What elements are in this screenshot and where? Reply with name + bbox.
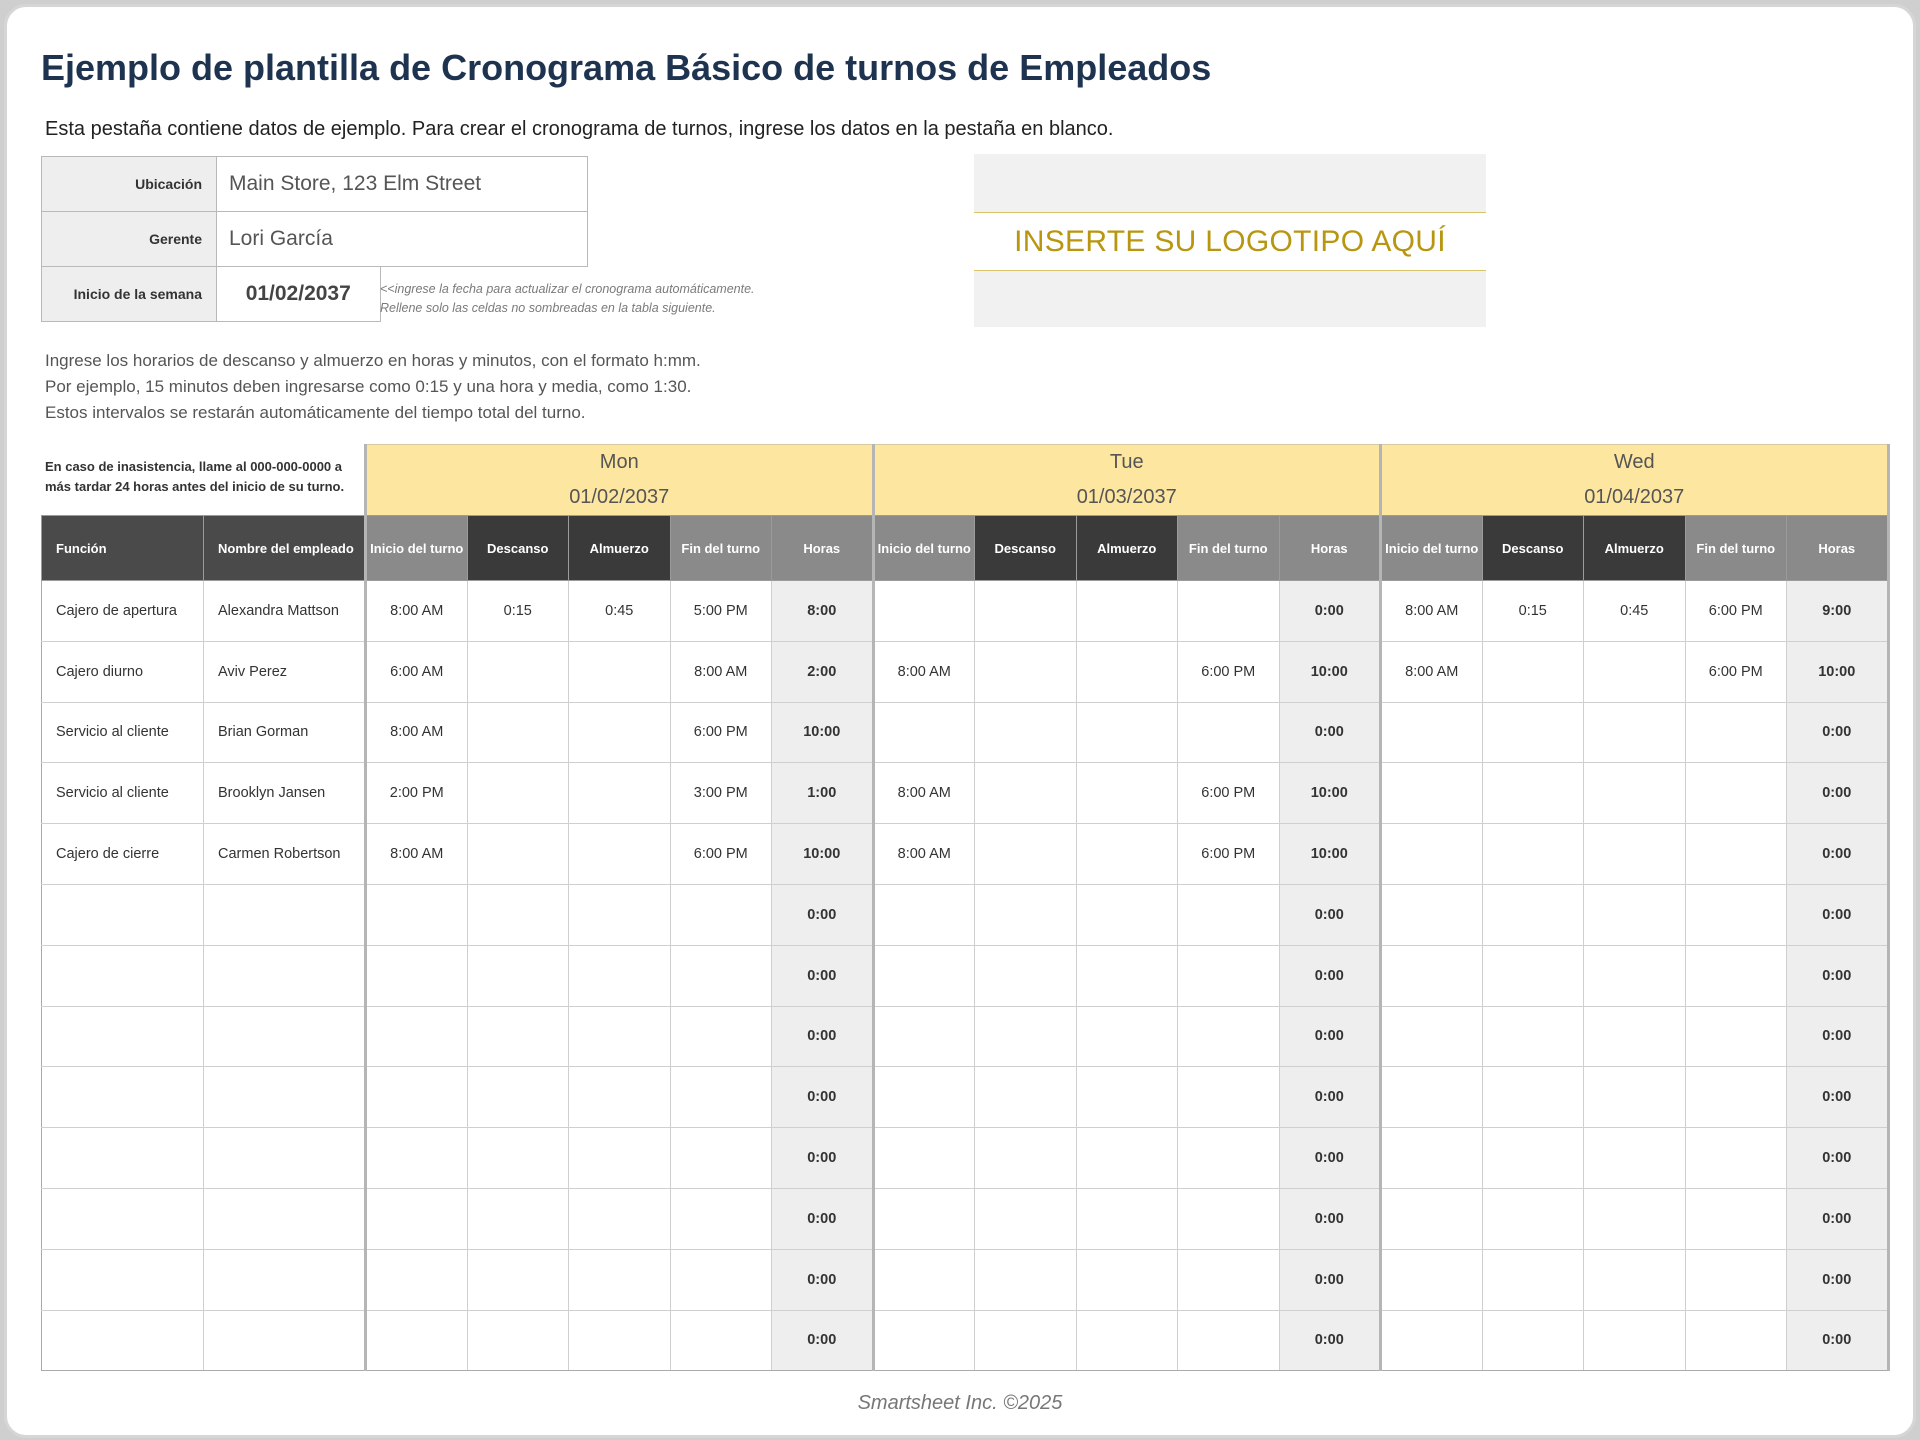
spreadsheet-page <box>4 4 1916 1438</box>
start-cell[interactable] <box>1381 884 1483 945</box>
end-cell[interactable] <box>1178 1067 1280 1128</box>
employee-cell[interactable] <box>204 1006 366 1067</box>
end-cell[interactable] <box>1685 1006 1787 1067</box>
lunch-cell[interactable] <box>569 1188 671 1249</box>
callout-line: En caso de inasistencia, llame al 000-000-0000 a <box>45 459 343 474</box>
hours-cell: 0:00 <box>1279 945 1381 1006</box>
start-cell[interactable] <box>873 581 975 642</box>
manager-input[interactable]: Lori García <box>217 212 588 267</box>
start-cell[interactable]: 2:00 PM <box>366 763 468 824</box>
instruction-line: Estos intervalos se restarán automáticamente del tiempo total del turno. <box>45 403 586 422</box>
break-cell[interactable] <box>1482 945 1584 1006</box>
start-cell[interactable]: 8:00 AM <box>873 824 975 885</box>
hours-cell: 0:00 <box>772 945 874 1006</box>
lunch-cell[interactable]: 0:45 <box>1584 581 1686 642</box>
employee-cell[interactable] <box>204 884 366 945</box>
lunch-cell[interactable] <box>1584 702 1686 763</box>
end-cell[interactable] <box>1685 945 1787 1006</box>
end-cell[interactable] <box>670 1310 772 1371</box>
break-cell[interactable] <box>1482 884 1584 945</box>
end-cell[interactable] <box>1685 1188 1787 1249</box>
break-cell[interactable] <box>1482 824 1584 885</box>
break-cell[interactable] <box>467 1310 569 1371</box>
lunch-cell[interactable] <box>1076 1128 1178 1189</box>
lunch-cell[interactable] <box>1584 1067 1686 1128</box>
function-cell[interactable] <box>42 1006 204 1067</box>
start-cell[interactable] <box>873 945 975 1006</box>
start-cell[interactable]: 8:00 AM <box>1381 641 1483 702</box>
day-name: Wed <box>1613 451 1655 473</box>
day-name: Mon <box>599 451 639 473</box>
end-cell[interactable]: 8:00 AM <box>670 641 772 702</box>
hours-cell: 2:00 <box>772 641 874 702</box>
break-cell[interactable] <box>975 1006 1077 1067</box>
function-cell[interactable] <box>42 1067 204 1128</box>
break-cell[interactable] <box>467 1128 569 1189</box>
hours-cell: 0:00 <box>1279 1188 1381 1249</box>
end-cell[interactable] <box>670 945 772 1006</box>
hours-cell: 0:00 <box>772 1310 874 1371</box>
header-hours: Horas <box>772 516 874 581</box>
start-cell[interactable] <box>873 702 975 763</box>
break-cell[interactable] <box>975 641 1077 702</box>
break-cell[interactable] <box>1482 702 1584 763</box>
break-cell[interactable] <box>467 641 569 702</box>
hours-cell: 9:00 <box>1787 581 1889 642</box>
lunch-cell[interactable] <box>569 1067 671 1128</box>
lunch-cell[interactable] <box>1076 945 1178 1006</box>
start-cell[interactable] <box>1381 1006 1483 1067</box>
end-cell[interactable] <box>1685 824 1787 885</box>
function-cell[interactable] <box>42 1310 204 1371</box>
hours-cell: 0:00 <box>1787 945 1889 1006</box>
start-cell[interactable] <box>366 1006 468 1067</box>
break-cell[interactable] <box>467 763 569 824</box>
hours-cell: 0:00 <box>772 1188 874 1249</box>
day-date: 01/02/2037 <box>569 486 670 508</box>
start-cell[interactable] <box>366 1067 468 1128</box>
table-row <box>42 702 1889 763</box>
start-cell[interactable]: 8:00 AM <box>873 641 975 702</box>
hours-cell: 0:00 <box>772 1128 874 1189</box>
end-cell[interactable] <box>1178 1006 1280 1067</box>
table-row <box>42 945 1889 1006</box>
start-cell[interactable] <box>1381 1128 1483 1189</box>
break-cell[interactable] <box>467 824 569 885</box>
table-row <box>42 1067 1889 1128</box>
end-cell[interactable]: 6:00 PM <box>1685 641 1787 702</box>
employee-cell[interactable]: Brian Gorman <box>204 702 366 763</box>
start-cell[interactable] <box>873 1188 975 1249</box>
break-cell[interactable] <box>975 1188 1077 1249</box>
lunch-cell[interactable] <box>1584 884 1686 945</box>
header-hours: Horas <box>1279 516 1381 581</box>
header-start: Inicio del turno <box>1381 516 1483 581</box>
break-cell[interactable] <box>1482 1006 1584 1067</box>
start-cell[interactable] <box>366 1310 468 1371</box>
hours-cell: 0:00 <box>1787 1128 1889 1189</box>
break-cell[interactable] <box>467 1188 569 1249</box>
start-cell[interactable]: 8:00 AM <box>366 702 468 763</box>
header-end: Fin del turno <box>670 516 772 581</box>
function-cell[interactable] <box>42 945 204 1006</box>
lunch-cell[interactable] <box>1584 945 1686 1006</box>
employee-cell[interactable] <box>204 1128 366 1189</box>
start-cell[interactable]: 8:00 AM <box>366 581 468 642</box>
start-cell[interactable] <box>366 945 468 1006</box>
break-cell[interactable] <box>467 702 569 763</box>
lunch-cell[interactable] <box>1584 1128 1686 1189</box>
break-cell[interactable] <box>1482 641 1584 702</box>
lunch-cell[interactable] <box>1076 824 1178 885</box>
break-cell[interactable]: 0:15 <box>1482 581 1584 642</box>
employee-cell[interactable] <box>204 945 366 1006</box>
employee-cell[interactable] <box>204 1310 366 1371</box>
table-row <box>42 824 1889 885</box>
break-cell[interactable] <box>1482 1249 1584 1310</box>
start-cell[interactable] <box>1381 1188 1483 1249</box>
start-cell[interactable] <box>366 1128 468 1189</box>
start-cell[interactable]: 6:00 AM <box>366 641 468 702</box>
day-name: Tue <box>1109 451 1144 473</box>
break-cell[interactable] <box>975 702 1077 763</box>
start-cell[interactable]: 8:00 AM <box>366 824 468 885</box>
end-cell[interactable] <box>670 1249 772 1310</box>
header-break: Descanso <box>975 516 1077 581</box>
break-cell[interactable] <box>975 763 1077 824</box>
end-cell[interactable] <box>1685 1067 1787 1128</box>
end-cell[interactable] <box>670 1067 772 1128</box>
end-cell[interactable] <box>1178 884 1280 945</box>
hours-cell: 0:00 <box>1279 581 1381 642</box>
lunch-cell[interactable] <box>569 1310 671 1371</box>
break-cell[interactable] <box>975 824 1077 885</box>
break-cell[interactable] <box>467 1067 569 1128</box>
end-cell[interactable] <box>1178 945 1280 1006</box>
instructions <box>45 348 701 426</box>
start-cell[interactable] <box>366 884 468 945</box>
lunch-cell[interactable] <box>569 763 671 824</box>
hours-cell: 10:00 <box>1279 763 1381 824</box>
end-cell[interactable] <box>1178 1310 1280 1371</box>
hours-cell: 0:00 <box>1787 884 1889 945</box>
lunch-cell[interactable] <box>1584 641 1686 702</box>
end-cell[interactable]: 5:00 PM <box>670 581 772 642</box>
footer-copyright: Smartsheet Inc. ©2025 <box>857 1392 1063 1414</box>
table-row <box>42 1006 1889 1067</box>
header-employee: Nombre del empleado <box>204 516 366 581</box>
hours-cell: 0:00 <box>1279 1006 1381 1067</box>
lunch-cell[interactable] <box>569 641 671 702</box>
function-cell[interactable]: Cajero de apertura <box>42 581 204 642</box>
start-cell[interactable] <box>1381 702 1483 763</box>
hours-cell: 0:00 <box>1279 1128 1381 1189</box>
start-cell[interactable] <box>873 1249 975 1310</box>
header-hours: Horas <box>1787 516 1889 581</box>
hours-cell: 0:00 <box>1279 1067 1381 1128</box>
lunch-cell[interactable] <box>1584 1310 1686 1371</box>
hours-cell: 0:00 <box>1787 824 1889 885</box>
end-cell[interactable] <box>1685 1128 1787 1189</box>
header-start: Inicio del turno <box>873 516 975 581</box>
function-cell[interactable] <box>42 1128 204 1189</box>
end-cell[interactable] <box>1178 581 1280 642</box>
hours-cell: 0:00 <box>1787 1188 1889 1249</box>
start-cell[interactable] <box>366 1249 468 1310</box>
hours-cell: 0:00 <box>1787 1249 1889 1310</box>
logo-text: INSERTE SU LOGOTIPO AQUÍ <box>1014 224 1446 258</box>
lunch-cell[interactable] <box>569 945 671 1006</box>
instruction-line: Ingrese los horarios de descanso y almuerzo en horas y minutos, con el formato h:mm. <box>45 351 701 370</box>
hours-cell: 1:00 <box>772 763 874 824</box>
logo-band <box>974 212 1486 271</box>
page-subtitle: Esta pestaña contiene datos de ejemplo. Para crear el cronograma de turnos, ingrese los datos en la pestaña en blanco. <box>45 118 1114 140</box>
hours-cell: 10:00 <box>772 824 874 885</box>
start-cell[interactable] <box>873 1310 975 1371</box>
table-row <box>42 763 1889 824</box>
hours-cell: 10:00 <box>1279 824 1381 885</box>
callout-line: más tardar 24 horas antes del inicio de su turno. <box>45 479 345 494</box>
employee-cell[interactable]: Aviv Perez <box>204 641 366 702</box>
end-cell[interactable]: 6:00 PM <box>1178 824 1280 885</box>
function-cell[interactable] <box>42 1249 204 1310</box>
end-cell[interactable] <box>670 1006 772 1067</box>
start-cell[interactable] <box>873 1128 975 1189</box>
end-cell[interactable]: 3:00 PM <box>670 763 772 824</box>
day-header-mon <box>366 445 874 516</box>
start-cell[interactable]: 8:00 AM <box>873 763 975 824</box>
lunch-cell[interactable] <box>1076 641 1178 702</box>
table-row <box>42 884 1889 945</box>
location-label: Ubicación <box>42 157 217 212</box>
hours-cell: 0:00 <box>1279 1310 1381 1371</box>
note-line: Rellene solo las celdas no sombreadas en la tabla siguiente. <box>380 301 716 315</box>
start-cell[interactable] <box>1381 1310 1483 1371</box>
hours-cell: 0:00 <box>1787 1067 1889 1128</box>
start-cell[interactable]: 8:00 AM <box>1381 581 1483 642</box>
break-cell[interactable] <box>975 945 1077 1006</box>
lunch-cell[interactable] <box>1584 1006 1686 1067</box>
hours-cell: 0:00 <box>772 1249 874 1310</box>
function-cell[interactable]: Cajero diurno <box>42 641 204 702</box>
header-end: Fin del turno <box>1685 516 1787 581</box>
lunch-cell[interactable] <box>1076 1249 1178 1310</box>
lunch-cell[interactable] <box>569 1128 671 1189</box>
lunch-cell[interactable] <box>1076 581 1178 642</box>
header-lunch: Almuerzo <box>569 516 671 581</box>
break-cell[interactable] <box>975 1128 1077 1189</box>
manager-label: Gerente <box>42 212 217 267</box>
start-cell[interactable] <box>1381 1067 1483 1128</box>
header-break: Descanso <box>1482 516 1584 581</box>
lunch-cell[interactable] <box>1584 1249 1686 1310</box>
end-cell[interactable] <box>1685 1249 1787 1310</box>
table-row <box>42 581 1889 642</box>
lunch-cell[interactable] <box>1076 702 1178 763</box>
lunch-cell[interactable] <box>1076 1067 1178 1128</box>
lunch-cell[interactable] <box>1076 1006 1178 1067</box>
employee-cell[interactable] <box>204 1188 366 1249</box>
page-title: Ejemplo de plantilla de Cronograma Básico de turnos de Empleados <box>41 47 1212 88</box>
break-cell[interactable] <box>1482 1188 1584 1249</box>
function-cell[interactable]: Servicio al cliente <box>42 702 204 763</box>
break-cell[interactable] <box>1482 1310 1584 1371</box>
end-cell[interactable] <box>1178 702 1280 763</box>
hours-cell: 0:00 <box>1279 884 1381 945</box>
instruction-line: Por ejemplo, 15 minutos deben ingresarse como 0:15 y una hora y media, como 1:30. <box>45 377 692 396</box>
lunch-cell[interactable] <box>1076 1310 1178 1371</box>
table-row <box>42 1249 1889 1310</box>
end-cell[interactable]: 6:00 PM <box>1685 581 1787 642</box>
start-cell[interactable] <box>1381 945 1483 1006</box>
lunch-cell[interactable] <box>1584 1188 1686 1249</box>
hours-cell: 0:00 <box>772 884 874 945</box>
employee-cell[interactable]: Carmen Robertson <box>204 824 366 885</box>
start-cell[interactable] <box>1381 763 1483 824</box>
break-cell[interactable] <box>1482 1128 1584 1189</box>
hours-cell: 0:00 <box>1279 1249 1381 1310</box>
end-cell[interactable] <box>1685 763 1787 824</box>
function-cell[interactable] <box>42 884 204 945</box>
header-lunch: Almuerzo <box>1076 516 1178 581</box>
lunch-cell[interactable]: 0:45 <box>569 581 671 642</box>
function-cell[interactable]: Servicio al cliente <box>42 763 204 824</box>
end-cell[interactable] <box>670 884 772 945</box>
hours-cell: 0:00 <box>1787 763 1889 824</box>
hours-cell: 0:00 <box>772 1006 874 1067</box>
hours-cell: 0:00 <box>1279 702 1381 763</box>
end-cell[interactable]: 6:00 PM <box>1178 641 1280 702</box>
end-cell[interactable] <box>670 1188 772 1249</box>
week-start-note <box>380 280 755 318</box>
start-cell[interactable] <box>1381 824 1483 885</box>
header-lunch: Almuerzo <box>1584 516 1686 581</box>
hours-cell: 10:00 <box>772 702 874 763</box>
break-cell[interactable] <box>467 884 569 945</box>
break-cell[interactable] <box>975 581 1077 642</box>
hours-cell: 8:00 <box>772 581 874 642</box>
lunch-cell[interactable] <box>1584 763 1686 824</box>
hours-cell: 0:00 <box>1787 1310 1889 1371</box>
employee-cell[interactable]: Alexandra Mattson <box>204 581 366 642</box>
lunch-cell[interactable] <box>1076 884 1178 945</box>
table-row <box>42 1128 1889 1189</box>
absence-callout <box>45 457 344 497</box>
schedule-table <box>41 444 1890 1371</box>
start-cell[interactable] <box>1381 1249 1483 1310</box>
employee-cell[interactable] <box>204 1249 366 1310</box>
start-cell[interactable] <box>873 884 975 945</box>
day-header-wed <box>1381 445 1889 516</box>
start-cell[interactable] <box>873 1006 975 1067</box>
logo-placeholder[interactable] <box>974 154 1486 327</box>
header-break: Descanso <box>467 516 569 581</box>
lunch-cell[interactable] <box>569 702 671 763</box>
week-start-label: Inicio de la semana <box>42 267 217 322</box>
end-cell[interactable] <box>1685 1310 1787 1371</box>
day-date: 01/03/2037 <box>1076 486 1177 508</box>
day-header-tue <box>873 445 1381 516</box>
end-cell[interactable]: 6:00 PM <box>1178 763 1280 824</box>
note-line: <<ingrese la fecha para actualizar el cronograma automáticamente. <box>380 282 755 296</box>
hours-cell: 10:00 <box>1787 641 1889 702</box>
table-row <box>42 641 1889 702</box>
lunch-cell[interactable] <box>569 824 671 885</box>
break-cell[interactable] <box>467 1249 569 1310</box>
table-row <box>42 1310 1889 1371</box>
break-cell[interactable] <box>975 1067 1077 1128</box>
lunch-cell[interactable] <box>1076 1188 1178 1249</box>
end-cell[interactable] <box>1178 1128 1280 1189</box>
end-cell[interactable] <box>1178 1249 1280 1310</box>
end-cell[interactable]: 6:00 PM <box>670 702 772 763</box>
hours-cell: 0:00 <box>1787 1006 1889 1067</box>
table-row <box>42 1188 1889 1249</box>
break-cell[interactable] <box>975 1310 1077 1371</box>
employee-cell[interactable]: Brooklyn Jansen <box>204 763 366 824</box>
header-end: Fin del turno <box>1178 516 1280 581</box>
lunch-cell[interactable] <box>569 1249 671 1310</box>
break-cell[interactable] <box>975 884 1077 945</box>
hours-cell: 10:00 <box>1279 641 1381 702</box>
hours-cell: 0:00 <box>772 1067 874 1128</box>
lunch-cell[interactable] <box>569 884 671 945</box>
end-cell[interactable]: 6:00 PM <box>670 824 772 885</box>
location-input[interactable]: Main Store, 123 Elm Street <box>217 157 588 212</box>
break-cell[interactable] <box>467 945 569 1006</box>
lunch-cell[interactable] <box>569 1006 671 1067</box>
end-cell[interactable] <box>670 1128 772 1189</box>
break-cell[interactable] <box>1482 763 1584 824</box>
lunch-cell[interactable] <box>1076 763 1178 824</box>
employee-cell[interactable] <box>204 1067 366 1128</box>
break-cell[interactable] <box>1482 1067 1584 1128</box>
end-cell[interactable] <box>1178 1188 1280 1249</box>
week-start-input[interactable]: 01/02/2037 <box>217 267 381 322</box>
break-cell[interactable] <box>467 1006 569 1067</box>
function-cell[interactable] <box>42 1188 204 1249</box>
header-start: Inicio del turno <box>366 516 468 581</box>
day-date: 01/04/2037 <box>1584 486 1685 508</box>
lunch-cell[interactable] <box>1584 824 1686 885</box>
break-cell[interactable] <box>975 1249 1077 1310</box>
header-function: Función <box>42 516 204 581</box>
function-cell[interactable]: Cajero de cierre <box>42 824 204 885</box>
break-cell[interactable]: 0:15 <box>467 581 569 642</box>
start-cell[interactable] <box>366 1188 468 1249</box>
end-cell[interactable] <box>1685 884 1787 945</box>
hours-cell: 0:00 <box>1787 702 1889 763</box>
start-cell[interactable] <box>873 1067 975 1128</box>
end-cell[interactable] <box>1685 702 1787 763</box>
